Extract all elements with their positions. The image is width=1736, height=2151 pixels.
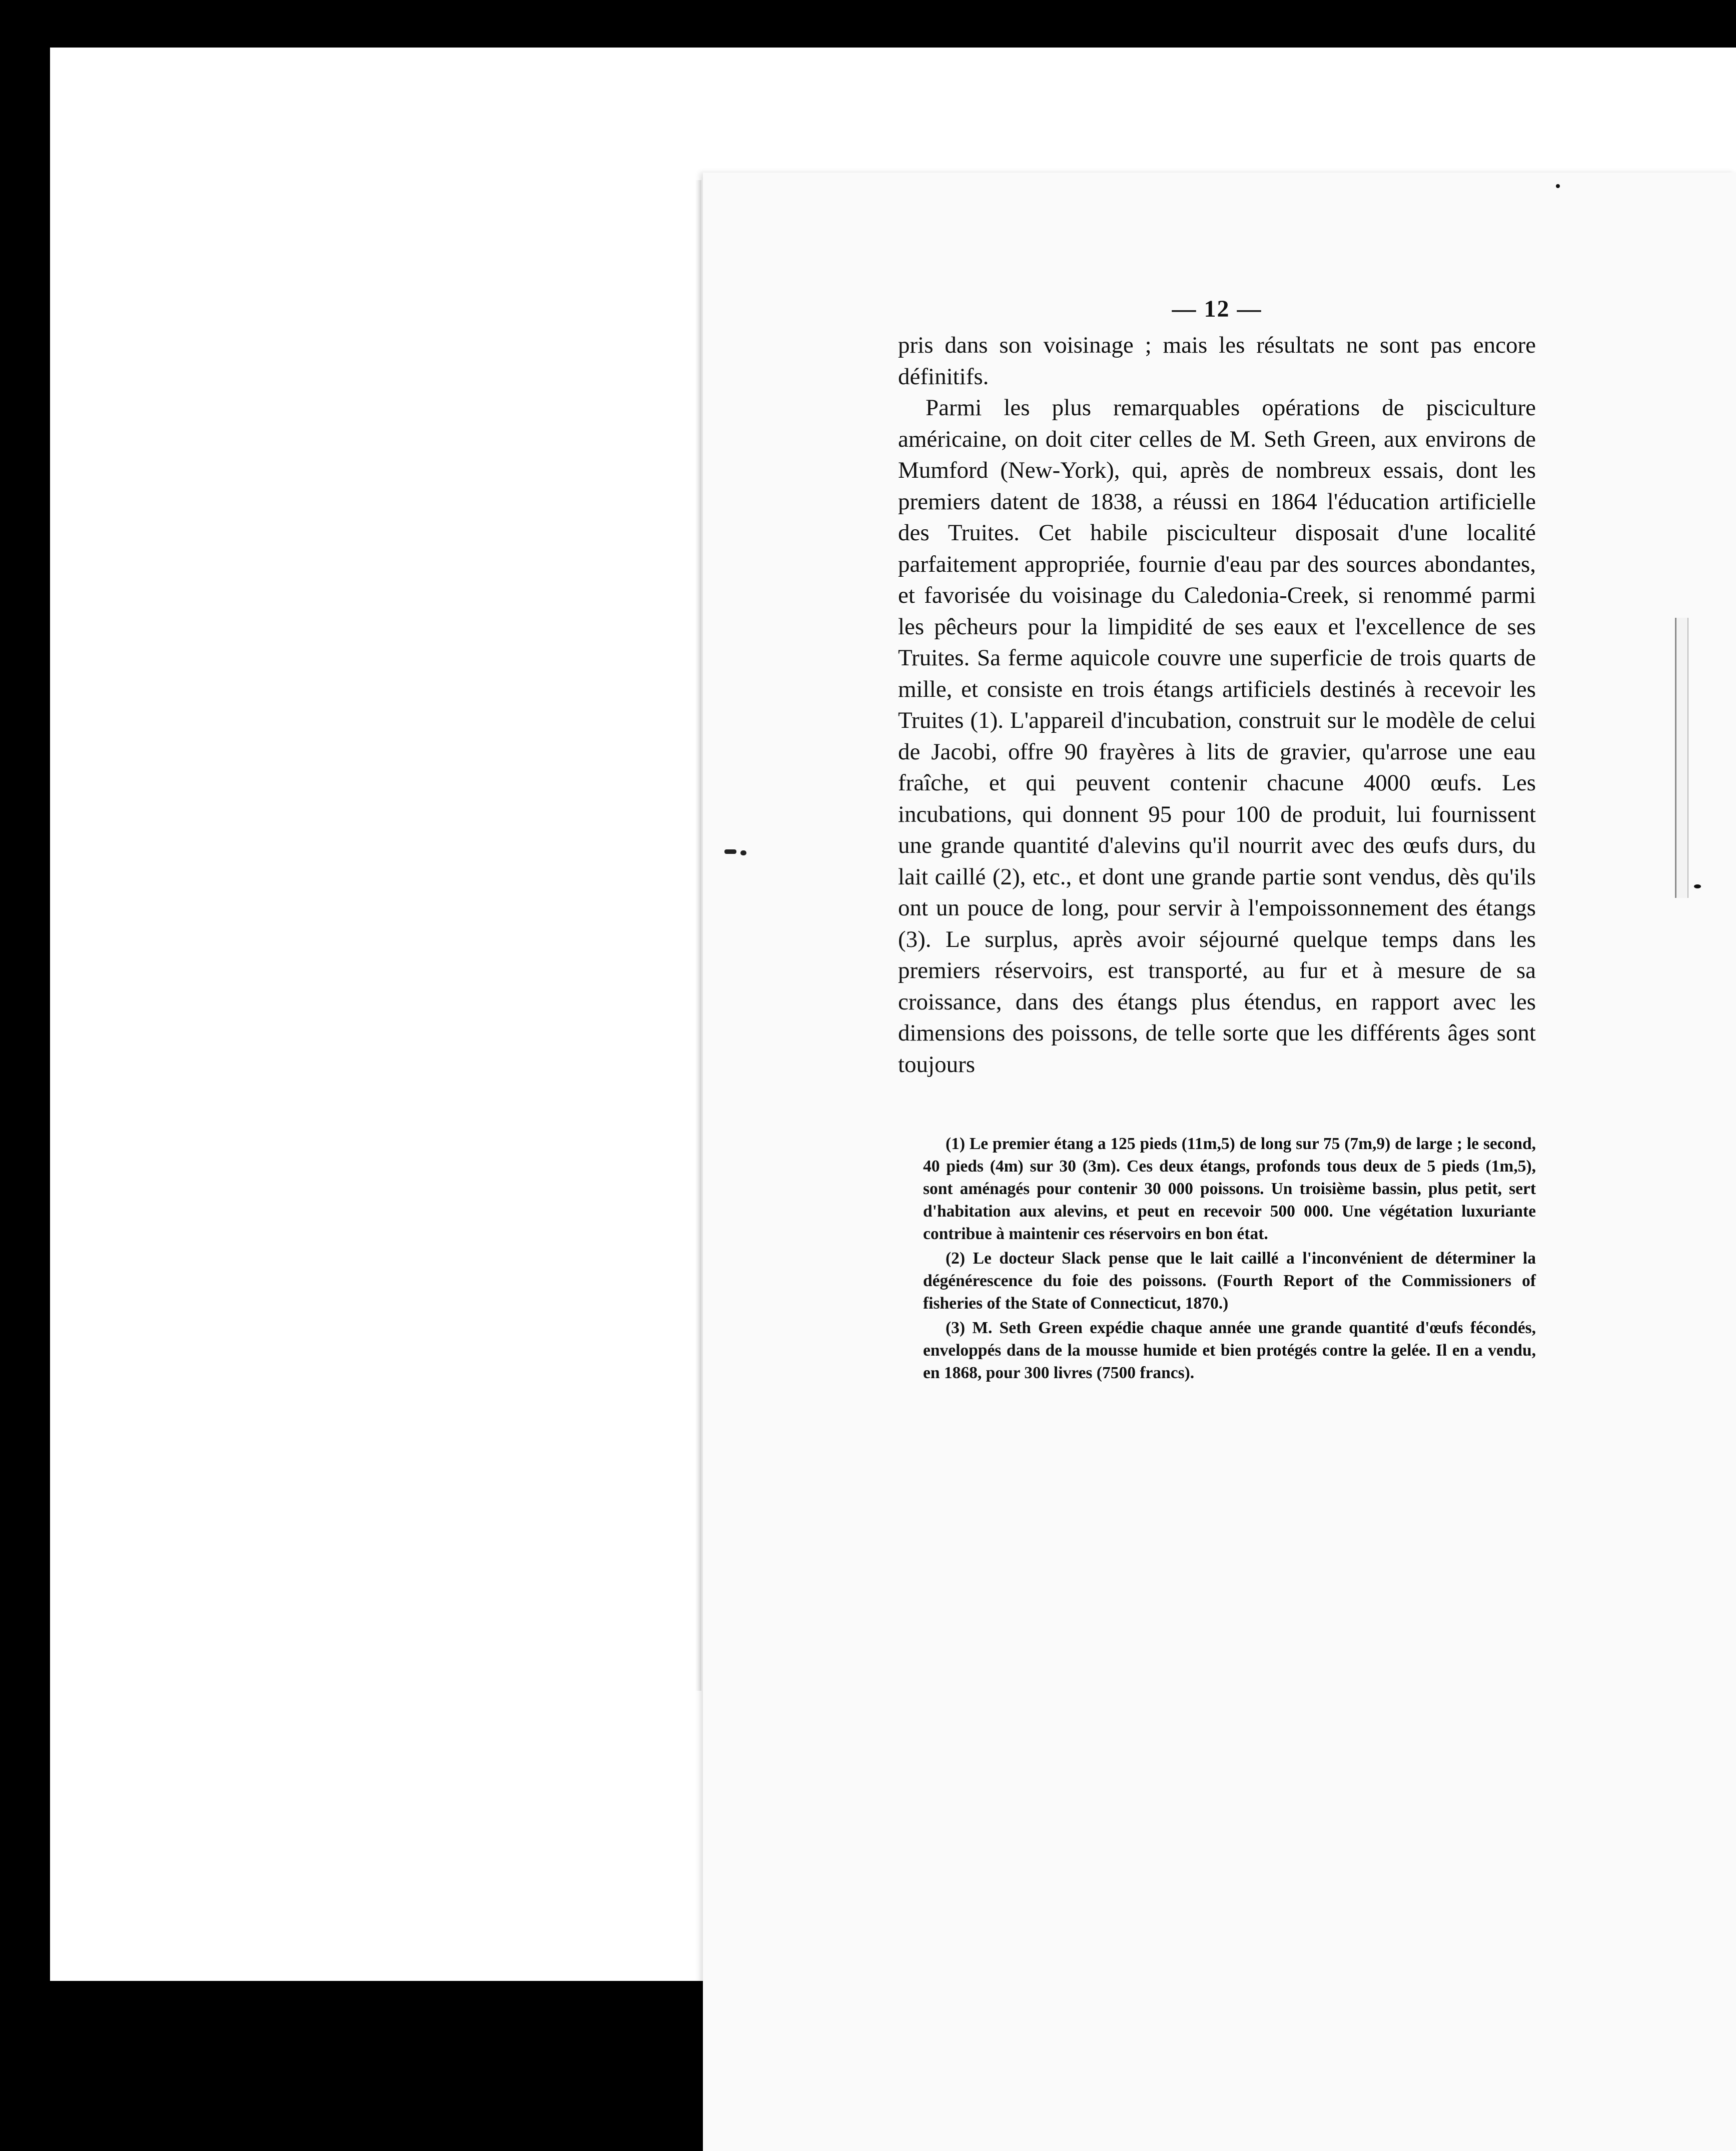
- ink-mark-left-dot: [740, 850, 746, 855]
- page-content: [898, 295, 1536, 1384]
- ink-mark-left: [724, 849, 736, 854]
- ink-dot-top: [1556, 184, 1560, 188]
- page-shadow-edge: [695, 180, 701, 1691]
- page-binding-strip: [1675, 618, 1688, 898]
- paragraph-2: Parmi les plus remarquables opérations de pisciculture américaine, on doit citer celles de M. Seth Green, aux environs de Mumford (New-York), qui, après de nombreux essais, dont les premiers datent de 1838, a réussi en 1864 l'éducation artificielle des Truites. Cet habile pisciculteur disposait d'une localité parfaitement appropriée, fournie d'eau par des sources abondantes, et favorisée du voisinage du Caledonia-Creek, si renommé parmi les pêcheurs pour la limpidité de ses eaux et l'excellence de ses Truites. Sa ferme aquicole couvre une superficie de trois quarts de mille, et consiste en trois étangs artificiels destinés à recevoir les Truites (1). L'appareil d'incubation, construit sur le modèle de celui de Jacobi, offre 90 frayères à lits de gravier, qu'arrose une eau fraîche, et qui peuvent contenir chacune 4000 œufs. Les incubations, qui donnent 95 pour 100 de produit, lui fournissent une grande quantité d'alevins qu'il nourrit avec des œufs durs, du lait caillé (2), etc., et dont une grande partie sont vendus, dès qu'ils ont un pouce de long, pour servir à l'empoissonnement des étangs (3). Le surplus, après avoir séjourné quelque temps dans les premiers réservoirs, est transporté, au fur et à mesure de sa croissance, dans des étangs plus étendus, en rapport avec les dimensions des poissons, de telle sorte que les différents âges sont toujours: [898, 395, 1536, 1078]
- body-text: [898, 330, 1536, 1080]
- footnotes: [898, 1133, 1536, 1384]
- paragraph-1: pris dans son voisinage ; mais les résultats ne sont pas encore définitifs.: [898, 332, 1536, 390]
- footnote-1: (1) Le premier étang a 125 pieds (11m,5) de long sur 75 (7m,9) de large ; le second, 40 pieds (4m) sur 30 (3m). Ces deux étangs, profonds tous deux de 5 pieds (1m,5), sont aménagés pour contenir 30 000 poissons. Un troisième bassin, plus petit, sert d'habitation aux alevins, et peut en recevoir 500 000. Une végétation luxuriante contribue à maintenir ces réservoirs en bon état.: [923, 1135, 1536, 1243]
- ink-dot-right: [1694, 884, 1701, 888]
- page-number: — 12 —: [1172, 296, 1262, 322]
- footnote-2: (2) Le docteur Slack pense que le lait caillé a l'inconvénient de déterminer la dégénérescence du foie des poissons. (Fourth Report of the Commissioners of fisheries of the State of Connecticut, 1870.): [923, 1249, 1536, 1313]
- footnote-3: (3) M. Seth Green expédie chaque année une grande quantité d'œufs fécondés, enveloppés dans de la mousse humide et bien protégés contre la gelée. Il en a vendu, en 1868, pour 300 livres (7500 francs).: [923, 1319, 1536, 1382]
